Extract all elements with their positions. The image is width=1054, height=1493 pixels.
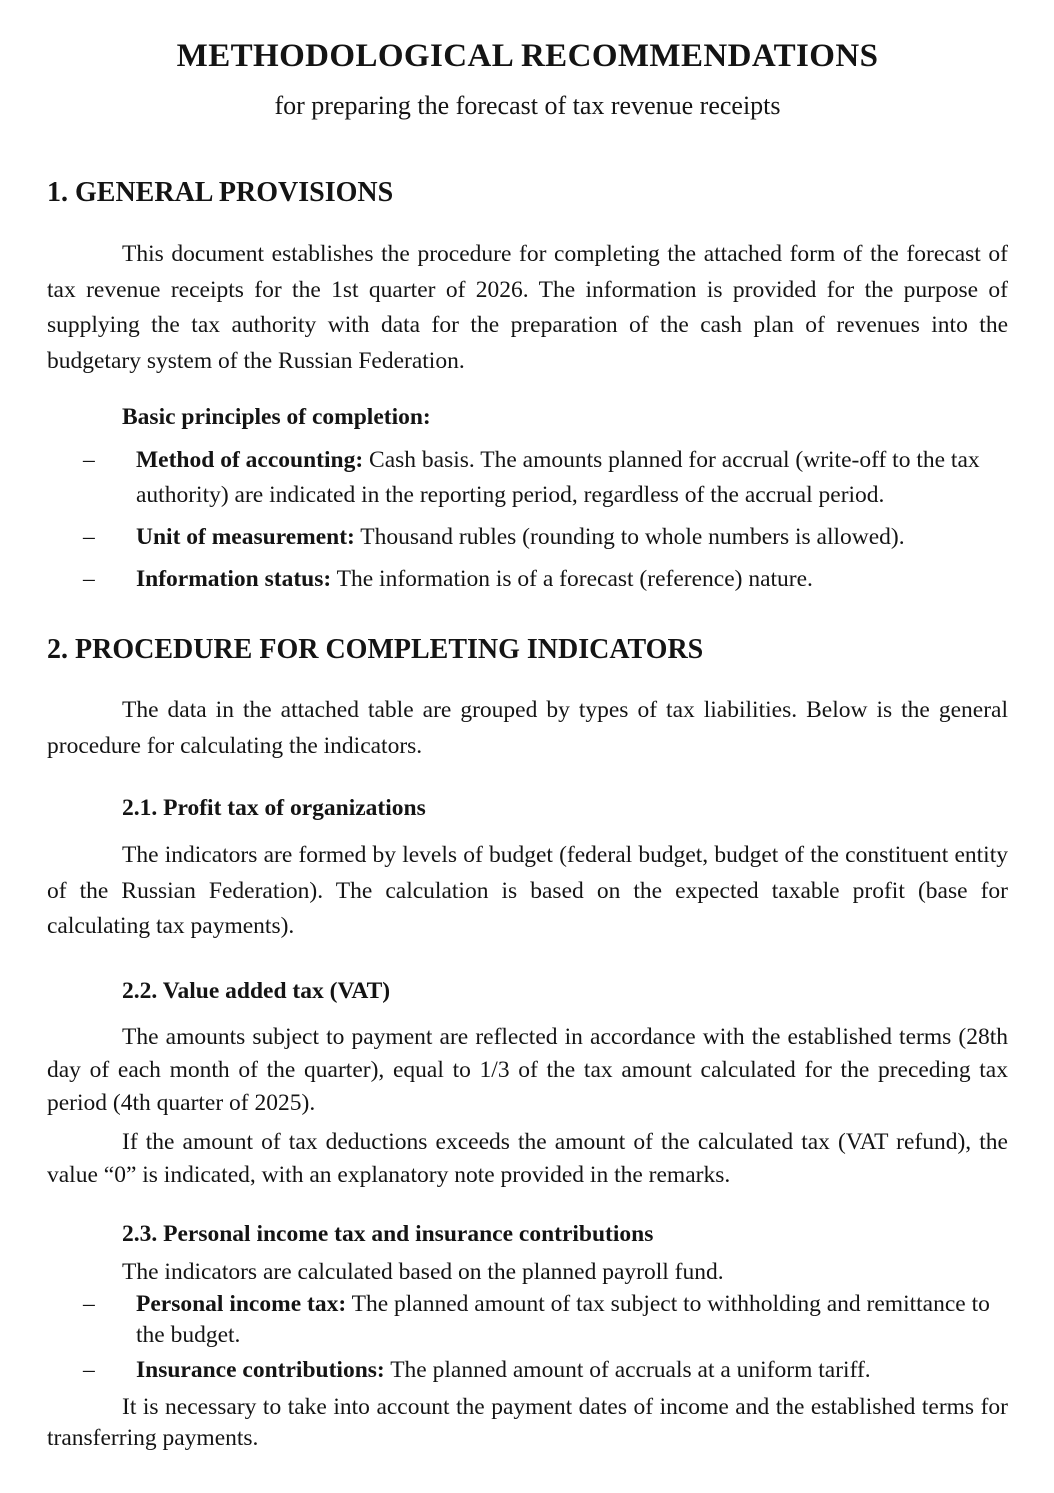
principle-text: The information is of a forecast (reference) nature. [331,566,813,592]
section-1-heading: 1. GENERAL PROVISIONS [47,177,394,208]
subsection-2-2-paragraph-2: If the amount of tax deductions exceeds the amount of the calculated tax (VAT refund), the value “0” is indicated, with an explanatory note provided in the remarks. [47,1128,1008,1188]
subsection-2-2-paragraph-1: The amounts subject to payment are reflected in accordance with the established terms (28th day of each month of the quarter), equal to 1/3 of the tax amount calculated for the preceding tax period (4th quarter of 2025). [47,1023,1008,1116]
dash-bullet: – [83,1290,95,1317]
subsection-2-3-heading: 2.3. Personal income tax and insurance contributions [122,1220,654,1247]
dash-bullet: – [83,1356,95,1383]
subsection-2-1-heading: 2.1. Profit tax of organizations [122,795,426,821]
principle-text: Thousand rubles (rounding to whole numbers is allowed). [354,524,905,550]
principle-label: Unit of measurement: [136,524,355,550]
item-text: The planned amount of tax subject to withholding and remittance to the budget. [136,1290,990,1348]
dash-bullet: – [83,447,95,473]
subsection-2-2-heading: 2.2. Value added tax (VAT) [122,977,391,1004]
item-label: Insurance contributions: [136,1356,385,1383]
principle-item-accounting [47,443,1008,513]
list-item-personal-income-tax [47,1289,1008,1351]
subsection-2-3-list [47,1289,1008,1386]
dash-bullet: – [83,566,95,592]
principle-label: Method of accounting: [136,447,364,473]
subsection-2-3-intro: The indicators are calculated based on the planned payroll fund. [122,1258,724,1285]
section-2-paragraph: The data in the attached table are grouped by types of tax liabilities. Below is the general procedure for calculating the indicators. [47,697,1008,759]
subsection-2-3-final-paragraph: It is necessary to take into account the payment dates of income and the established terms for transferring payments. [47,1393,1008,1451]
list-item-insurance-contributions [47,1355,1008,1386]
section-1-paragraph: This document establishes the procedure for completing the attached form of the forecast of tax revenue receipts for the 1st quarter of 2026. The information is provided for the purpose of supplying the tax authority with data for the preparation of the cash plan of revenues into the budgetary system of the Russian Federation. [47,241,1008,374]
principles-list [47,443,1008,597]
item-label: Personal income tax: [136,1290,347,1317]
document-title: METHODOLOGICAL RECOMMENDATIONS [176,38,879,74]
principle-item-unit [47,520,1008,555]
item-text: The planned amount of accruals at a uniform tariff. [384,1356,871,1383]
principle-text: Cash basis. The amounts planned for accrual (write-off to the tax authority) are indicated in the reporting period, regardless of the accrual period. [136,447,980,508]
section-2-heading: 2. PROCEDURE FOR COMPLETING INDICATORS [47,634,704,665]
dash-bullet: – [83,524,95,550]
subsection-2-1-paragraph: The indicators are formed by levels of budget (federal budget, budget of the constituent entity of the Russian Federation). The calculation is based on the expected taxable profit (base for calculating tax payments). [47,842,1008,939]
principle-item-status [47,562,1008,597]
principles-heading: Basic principles of completion: [122,404,431,430]
document-subtitle: for preparing the forecast of tax revenue receipts [274,91,781,120]
principle-label: Information status: [136,566,332,592]
